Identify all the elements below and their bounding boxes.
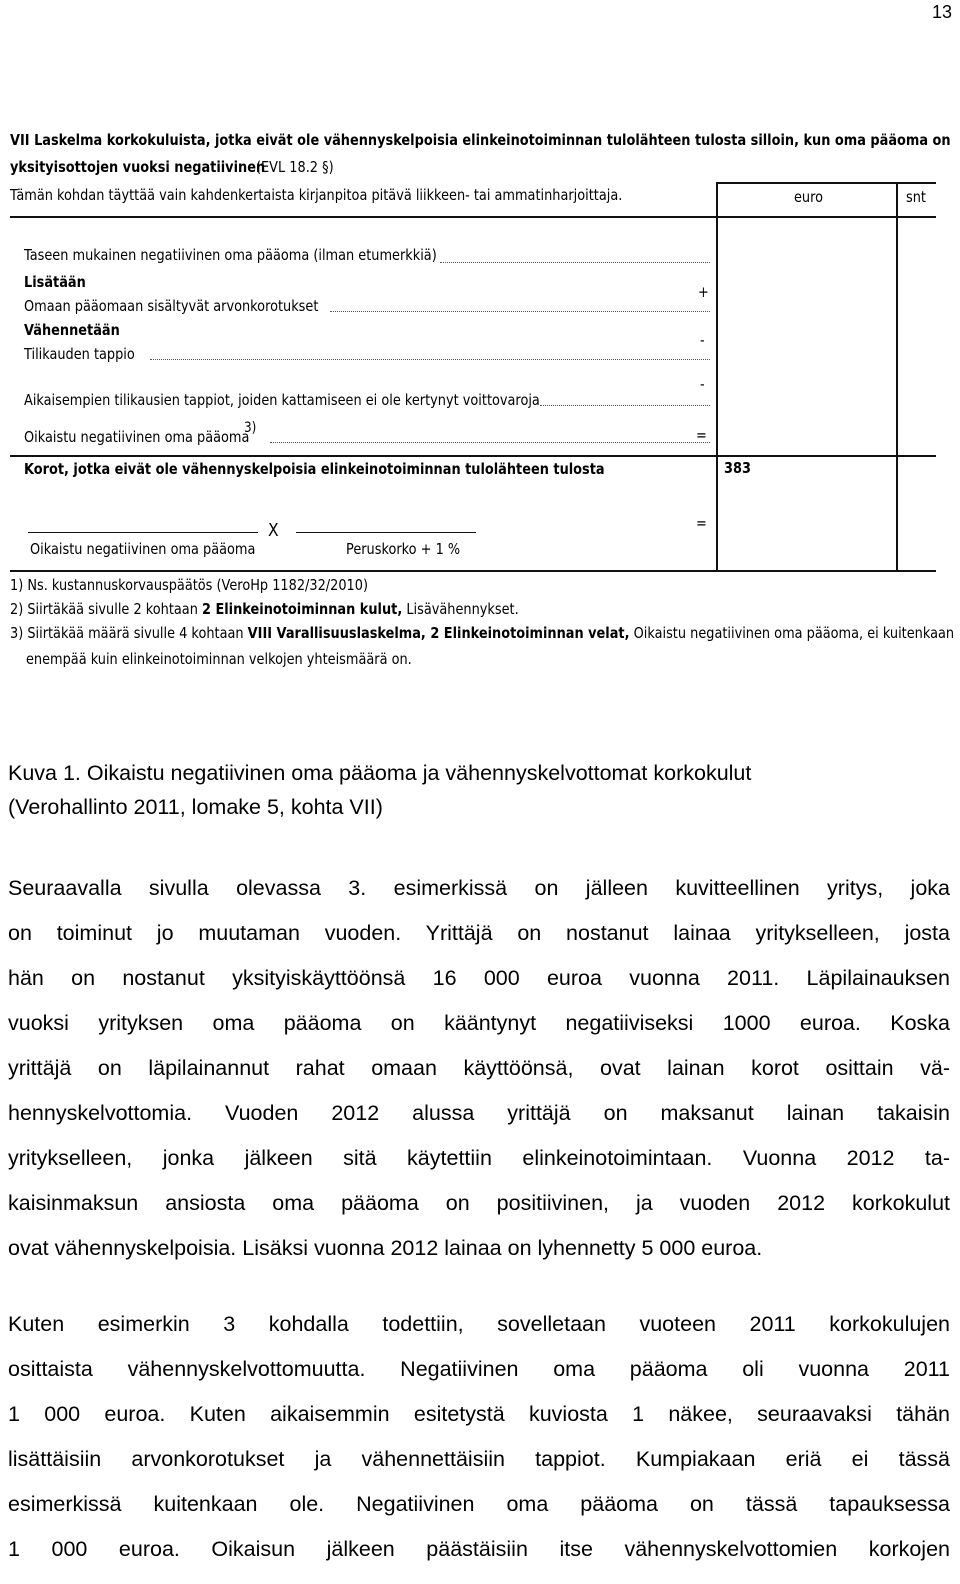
formula-multiply-sign: X: [268, 520, 279, 541]
row-adjusted-equity-footnote-ref: 3): [244, 420, 257, 436]
page-number: 13: [931, 2, 952, 22]
figure-caption: [8, 756, 948, 824]
paragraph-1-line: hennyskelvottomia. Vuoden 2012 alussa yrittäjä on maksanut lainan takaisin: [8, 1101, 950, 1125]
footnote-2-text: 2) Siirtäkää sivulle 2 kohtaan: [10, 600, 198, 618]
column-header-snt: snt: [906, 188, 926, 206]
form-header-top-rule: [716, 182, 936, 184]
row-revaluations-label: Omaan pääomaan sisältyvät arvonkorotukset: [24, 297, 319, 315]
footnote-3-text: 3) Siirtäkää määrä sivulle 4 kohtaan: [10, 624, 244, 642]
paragraph-1-line: Seuraavalla sivulla olevassa 3. esimerkissä on jälleen kuvitteellinen yritys, joka: [8, 876, 950, 900]
paragraph-1-line: kaisinmaksun ansiosta oma pääoma on positiivinen, ja vuoden 2012 korkokulut: [8, 1191, 950, 1215]
row-previous-losses-leader: [540, 405, 710, 406]
formula-left-label: Oikaistu negatiivinen oma pääoma: [30, 540, 256, 558]
caption-line-2: (Verohallinto 2011, lomake 5, kohta VII): [8, 795, 383, 819]
row-nondeductible-interest-value: 383: [724, 459, 751, 477]
footnote-3-continuation: enempää kuin elinkeinotoiminnan velkojen yhteismäärä on.: [26, 650, 412, 668]
row-adjusted-equity-leader: [270, 442, 710, 443]
paragraph-1-line: on toiminut jo muutaman vuoden. Yrittäjä on nostanut lainaa yritykselleen, josta: [8, 921, 950, 945]
formula-right-label: Peruskorko + 1 %: [346, 540, 461, 558]
paragraph-2-line: lisättäisiin arvonkorotukset ja vähennettäisiin tappiot. Kumpiakaan eriä ei tässä: [8, 1447, 950, 1471]
formula-left-blank: [28, 532, 258, 533]
paragraph-1-line: yrittäjä on läpilainannut rahat omaan käyttöönsä, ovat lainan korot osittain vä-: [8, 1056, 950, 1080]
paragraph-1: [8, 866, 950, 1271]
footnote-3-end: Oikaistu negatiivinen oma pääoma, ei kuitenkaan: [633, 624, 955, 642]
row-revaluations-sign: +: [698, 283, 709, 301]
row-revaluations-leader: [330, 311, 710, 312]
paragraph-2-line: 1 000 euroa. Oikaisun jälkeen päästäisiin itse vähennyskelvottomien korkojen: [8, 1537, 950, 1561]
paragraph-2-line: Kuten esimerkin 3 kohdalla todettiin, sovelletaan vuoteen 2011 korkokulujen: [8, 1312, 950, 1336]
row-negative-equity-label: Taseen mukainen negatiivinen oma pääoma (ilman etumerkkiä): [24, 246, 437, 264]
formula-right-blank: [296, 532, 476, 533]
row-period-loss-leader: [150, 359, 710, 360]
caption-line-1: Kuva 1. Oikaistu negatiivinen oma pääoma ja vähennyskelvottomat korkokulut: [8, 761, 752, 785]
footnote-2-bold: 2 Elinkeinotoiminnan kulut,: [201, 600, 403, 618]
paragraph-2-line: 1 000 euroa. Kuten aikaisemmin esitetystä kuviosta 1 näkee, seuraavaksi tähän: [8, 1402, 950, 1426]
row-adjusted-equity-label: Oikaistu negatiivinen oma pääoma: [24, 428, 250, 446]
row-previous-losses-sign: -: [700, 375, 705, 393]
formula-equals-sign: =: [696, 514, 707, 532]
row-period-loss-label: Tilikauden tappio: [24, 345, 135, 363]
form-column-divider-right: [896, 182, 898, 572]
form-instruction: Tämän kohdan täyttää vain kahdenkertaista kirjanpitoa pitävä liikkeen- tai ammatinharjoittaja.: [10, 186, 623, 204]
paragraph-2-line: esimerkissä kuitenkaan ole. Negatiivinen oma pääoma on tässä tapauksessa: [8, 1492, 950, 1516]
form-title-line1: VII Laskelma korkokuluista, jotka eivät ole vähennyskelpoisia elinkeinotoiminnan tulolähteen tulosta silloin, kun oma pääoma on: [10, 131, 951, 149]
paragraph-2-line: osittaista vähennyskelvottomuutta. Negatiivinen oma pääoma oli vuonna 2011: [8, 1357, 950, 1381]
form-title-reference: (EVL 18.2 §): [256, 158, 334, 176]
form-header-bottom-rule: [10, 216, 936, 218]
form-column-divider-left: [716, 182, 718, 572]
form-mid-rule: [10, 455, 936, 457]
footnote-2-end: Lisävähennykset.: [406, 600, 519, 618]
subtract-heading: Vähennetään: [24, 321, 120, 339]
paragraph-1-line: ovat vähennyskelpoisia. Lisäksi vuonna 2012 lainaa on lyhennetty 5 000 euroa.: [8, 1236, 763, 1260]
row-adjusted-equity-sign: =: [696, 426, 707, 444]
footnote-1: 1) Ns. kustannuskorvauspäätös (VeroHp 1182/32/2010): [10, 576, 369, 594]
row-previous-losses-label: Aikaisempien tilikausien tappiot, joiden kattamiseen ei ole kertynyt voittovaroja: [24, 391, 540, 409]
tax-form-figure: [0, 0, 960, 700]
paragraph-1-line: vuoksi yrityksen oma pääoma on kääntynyt negatiiviseksi 1000 euroa. Koska: [8, 1011, 950, 1035]
paragraph-1-line: hän on nostanut yksityiskäyttöönsä 16 000 euroa vuonna 2011. Läpilainauksen: [8, 966, 950, 990]
form-bottom-rule: [10, 570, 936, 572]
row-nondeductible-interest-label: Korot, jotka eivät ole vähennyskelpoisia elinkeinotoiminnan tulolähteen tulosta: [24, 460, 605, 478]
form-title-line2: yksityisottojen vuoksi negatiivinen: [10, 158, 266, 176]
footnote-3: [10, 624, 954, 642]
add-heading: Lisätään: [24, 273, 86, 291]
footnote-3-bold: VIII Varallisuuslaskelma, 2 Elinkeinotoiminnan velat,: [247, 624, 630, 642]
row-negative-equity-leader: [440, 262, 710, 263]
paragraph-2: [8, 1302, 950, 1572]
footnote-2: [10, 600, 519, 618]
paragraph-1-line: yritykselleen, jonka jälkeen sitä käytettiin elinkeinotoimintaan. Vuonna 2012 ta-: [8, 1146, 950, 1170]
row-period-loss-sign: -: [700, 331, 705, 349]
column-header-euro: euro: [794, 188, 824, 206]
